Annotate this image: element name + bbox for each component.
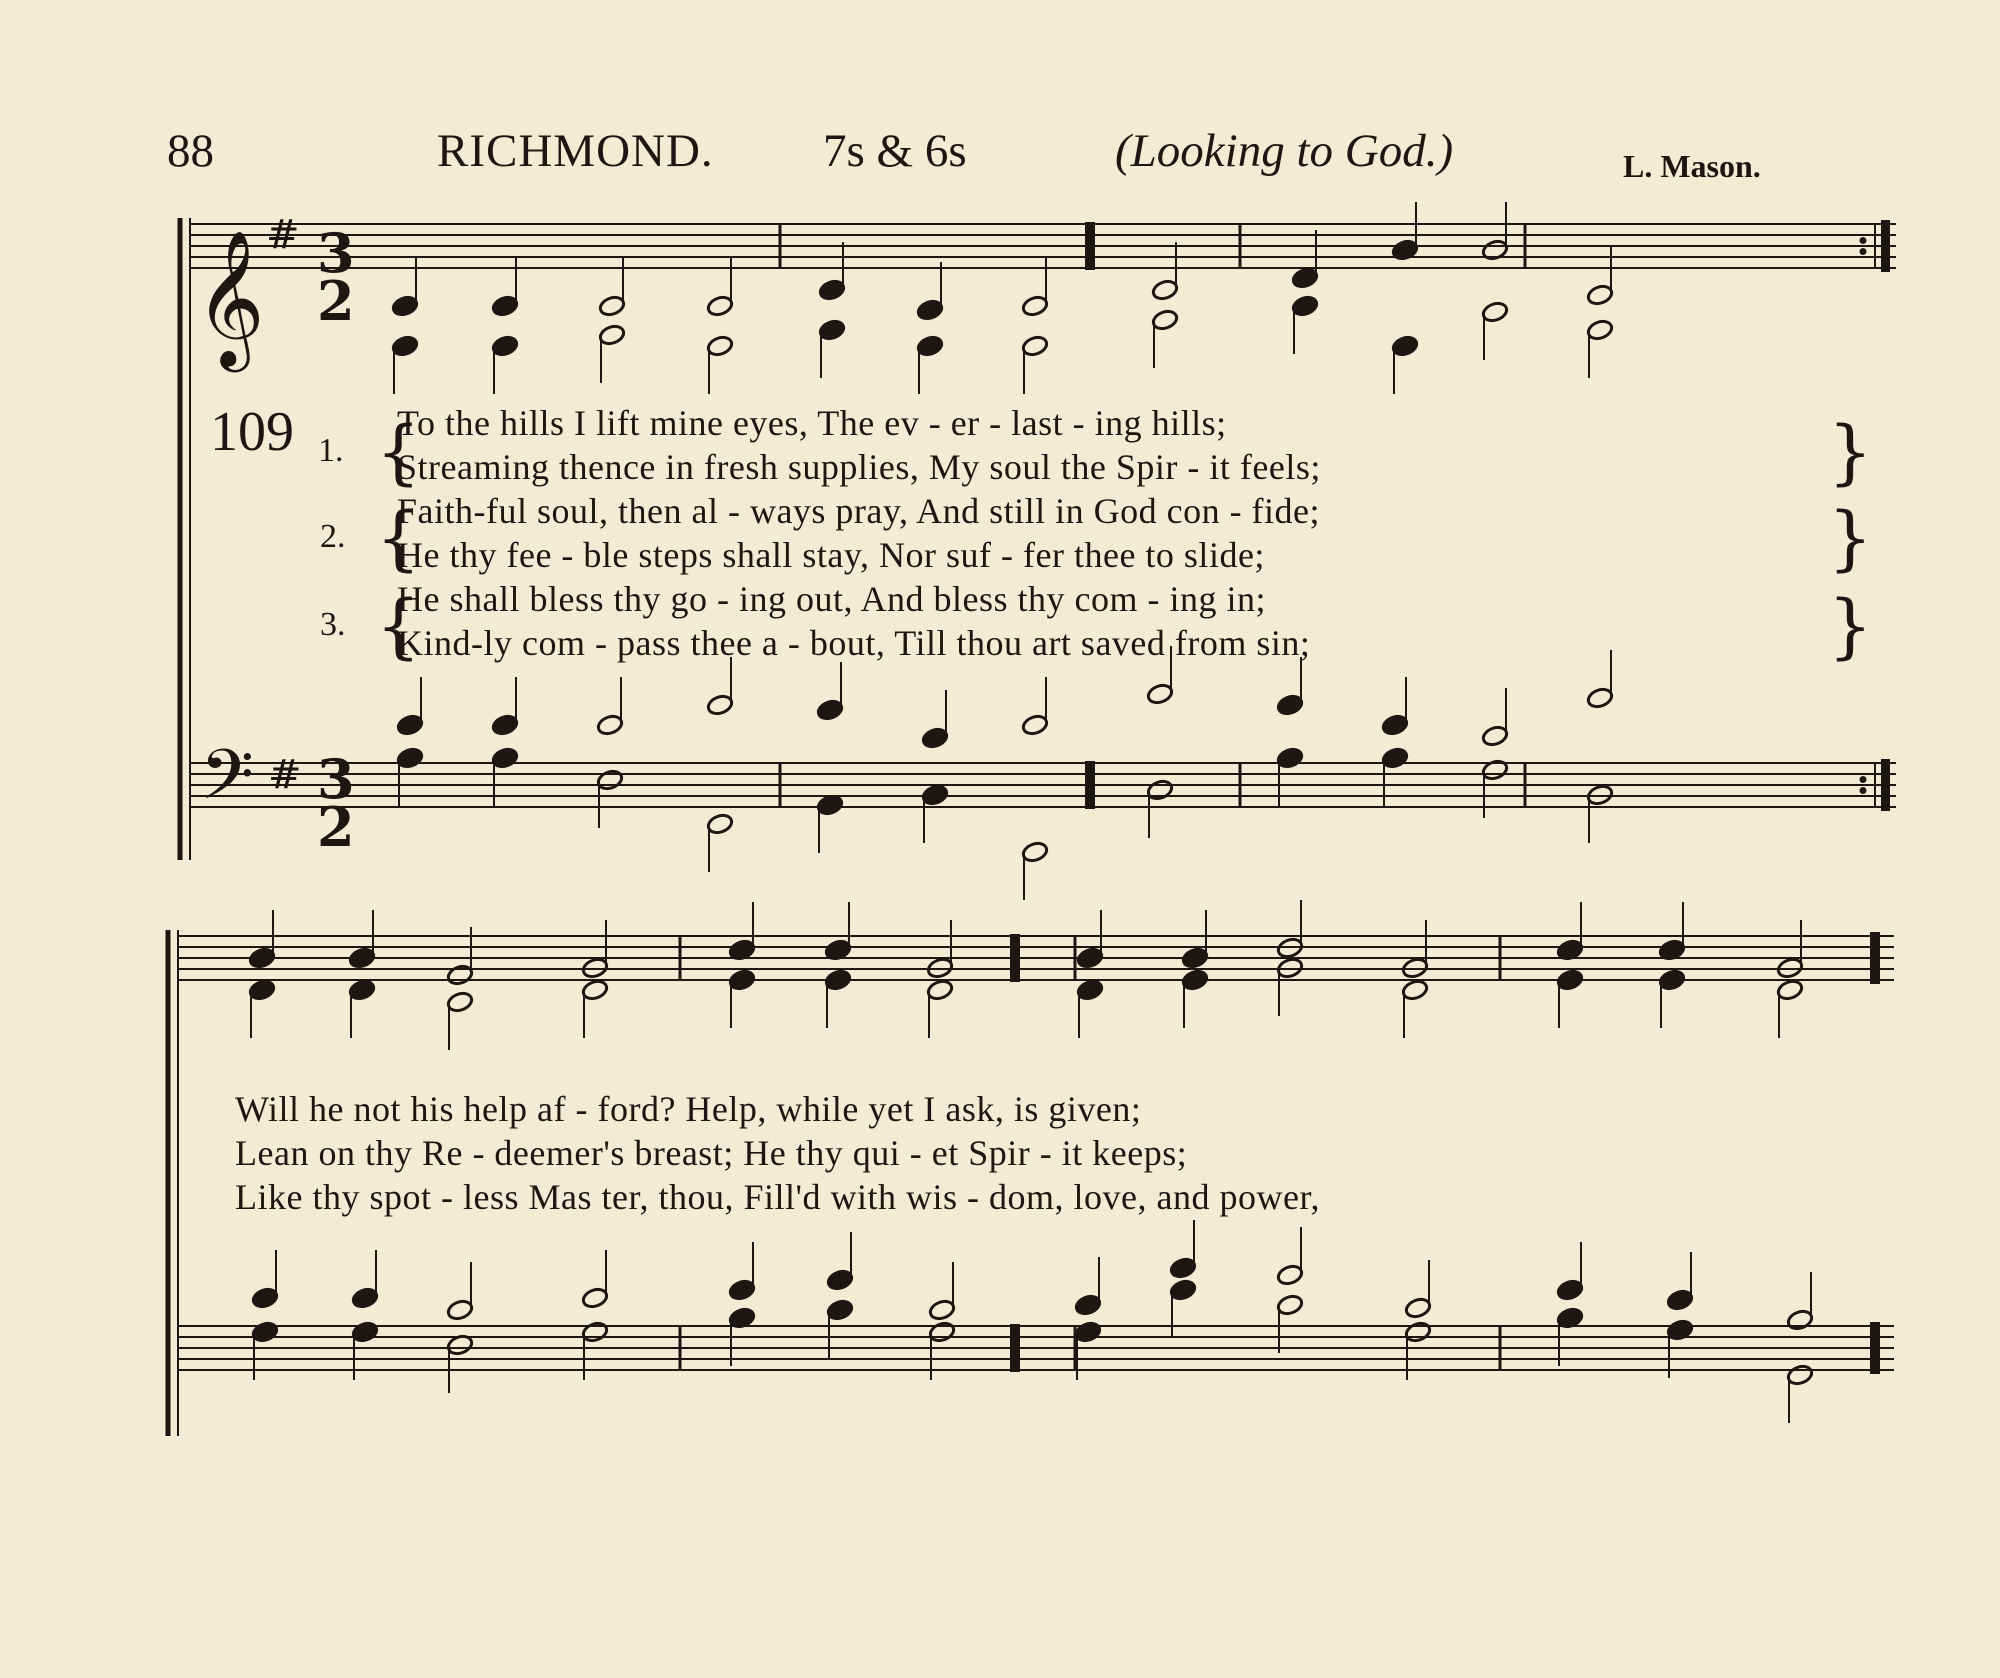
repeat-dot [1860,237,1867,244]
bass-note [1021,713,1049,736]
treble-note [1076,946,1104,969]
treble-note [1291,294,1319,317]
treble-note [1181,946,1209,969]
treble-note [1151,278,1179,301]
bass-note [1381,746,1409,769]
lyric-line-3: Faith-ful soul, then al - ways pray, And still in God con - fide; [397,491,1321,531]
verse-brace-right: } [1828,585,1873,667]
verse-brace-right: } [1828,497,1873,579]
time-signature-top: 3 [317,747,355,811]
bass-note [1276,693,1304,716]
bass-note [396,746,424,769]
bass-note [1556,1278,1584,1301]
treble-note [1181,968,1209,991]
bass-note [1786,1363,1814,1386]
treble-note [581,978,609,1001]
verse-brace-right: } [1828,411,1873,493]
treble-note [391,294,419,317]
verse-number-3: 3. [320,606,346,643]
bass-note [1276,1293,1304,1316]
final-barline [1870,1322,1880,1374]
treble-note [706,294,734,317]
bass-note [1146,682,1174,705]
verse-brace-left: { [376,585,421,667]
treble-note [1151,308,1179,331]
bass-note [351,1286,379,1309]
treble-note [598,323,626,346]
double-barline [1085,761,1095,809]
lyric-line-4: He thy fee - ble steps shall stay, Nor suf - fer thee to slide; [397,535,1265,575]
time-signature-bottom: 2 [317,269,355,333]
repeat-dot [1860,787,1867,794]
treble-note [1556,968,1584,991]
treble-note [598,294,626,317]
treble-note [391,334,419,357]
bass-note [706,693,734,716]
treble-note [1401,978,1429,1001]
bass-note [1481,724,1509,747]
treble-note [1586,283,1614,306]
treble-note [491,294,519,317]
treble-note [248,946,276,969]
subject: (Looking to God.) [1115,125,1454,177]
bass-clef-icon: 𝄢 [200,734,255,832]
bass-note [1021,840,1049,863]
bass-note [1786,1308,1814,1331]
treble-note [1391,334,1419,357]
bass-note [1146,778,1174,801]
treble-note [824,968,852,991]
verse-number-1: 1. [318,432,344,469]
bass-note [396,713,424,736]
treble-note [818,318,846,341]
treble-note [491,334,519,357]
bass-note [1074,1293,1102,1316]
treble-note [728,968,756,991]
hymn-number: 109 [210,401,294,463]
bass-note [1276,1263,1304,1286]
treble-note [1291,266,1319,289]
treble-note [1586,318,1614,341]
page-number: 88 [167,125,214,177]
treble-note [1391,238,1419,261]
treble-note [916,298,944,321]
treble-note [348,946,376,969]
double-barline [1010,1324,1020,1372]
composer: L. Mason. [1623,148,1761,184]
treble-note [248,978,276,1001]
final-barline [1881,220,1890,272]
key-signature-sharp: # [266,212,300,258]
bass-note [251,1286,279,1309]
double-barline [1010,934,1020,982]
tune-name: RICHMOND. [437,125,714,177]
treble-note [1021,334,1049,357]
treble-note [1481,238,1509,261]
bass-note [1276,746,1304,769]
bass-note [1666,1288,1694,1311]
treble-clef-icon: 𝄞 [195,228,265,366]
bass-note [351,1320,379,1343]
bass-note [581,1286,609,1309]
bass-note [1404,1320,1432,1343]
bass-note [728,1278,756,1301]
repeat-dot [1860,776,1867,783]
lyric-line-8: Lean on thy Re - deemer's breast; He thy qui - et Spir - it keeps; [235,1133,1188,1173]
treble-note [1658,968,1686,991]
lyric-line-1: To the hills I lift mine eyes, The ev - er - last - ing hills; [397,403,1227,443]
bass-note [1586,686,1614,709]
bass-note [446,1298,474,1321]
bass-note [928,1320,956,1343]
lyric-line-2: Streaming thence in fresh supplies, My soul the Spir - it feels; [397,447,1321,487]
treble-note [446,990,474,1013]
verse-brace-left: { [376,411,421,493]
treble-note [1076,978,1104,1001]
bass-note [596,768,624,791]
bass-note [1666,1318,1694,1341]
verse-brace-left: { [376,497,421,579]
lyric-line-6: Kind-ly com - pass thee a - bout, Till thou art saved from sin; [397,623,1311,663]
time-signature-top: 3 [317,221,355,285]
bass-note [1169,1278,1197,1301]
bass-note [1074,1320,1102,1343]
bass-note [921,783,949,806]
bass-note [1381,713,1409,736]
bass-note [928,1298,956,1321]
bass-note [816,698,844,721]
final-barline [1870,932,1880,984]
lyric-line-9: Like thy spot - less Mas ter, thou, Fill'd with wis - dom, love, and power, [235,1177,1320,1217]
bass-note [1404,1296,1432,1319]
bass-note [826,1298,854,1321]
time-signature-bottom: 2 [317,795,355,859]
bass-note [826,1268,854,1291]
repeat-dot [1860,248,1867,255]
bass-note [491,713,519,736]
treble-note [348,978,376,1001]
bass-note [706,812,734,835]
key-signature-sharp: # [268,752,302,798]
bass-note [1481,758,1509,781]
treble-note [446,963,474,986]
meter: 7s & 6s [823,125,967,177]
treble-note [1776,978,1804,1001]
bass-note [491,746,519,769]
bass-note [251,1320,279,1343]
final-barline [1881,759,1890,811]
verse-number-2: 2. [320,518,346,555]
treble-note [706,334,734,357]
bass-note [596,713,624,736]
double-barline [1085,222,1095,270]
lyric-line-5: He shall bless thy go - ing out, And bless thy com - ing in; [397,579,1266,619]
bass-note [1169,1256,1197,1279]
treble-note [818,278,846,301]
treble-note [1021,294,1049,317]
treble-note [1481,300,1509,323]
treble-note [916,334,944,357]
treble-note [926,978,954,1001]
bass-note [581,1320,609,1343]
bass-note [921,726,949,749]
lyric-line-7: Will he not his help af - ford? Help, while yet I ask, is given; [235,1089,1142,1129]
